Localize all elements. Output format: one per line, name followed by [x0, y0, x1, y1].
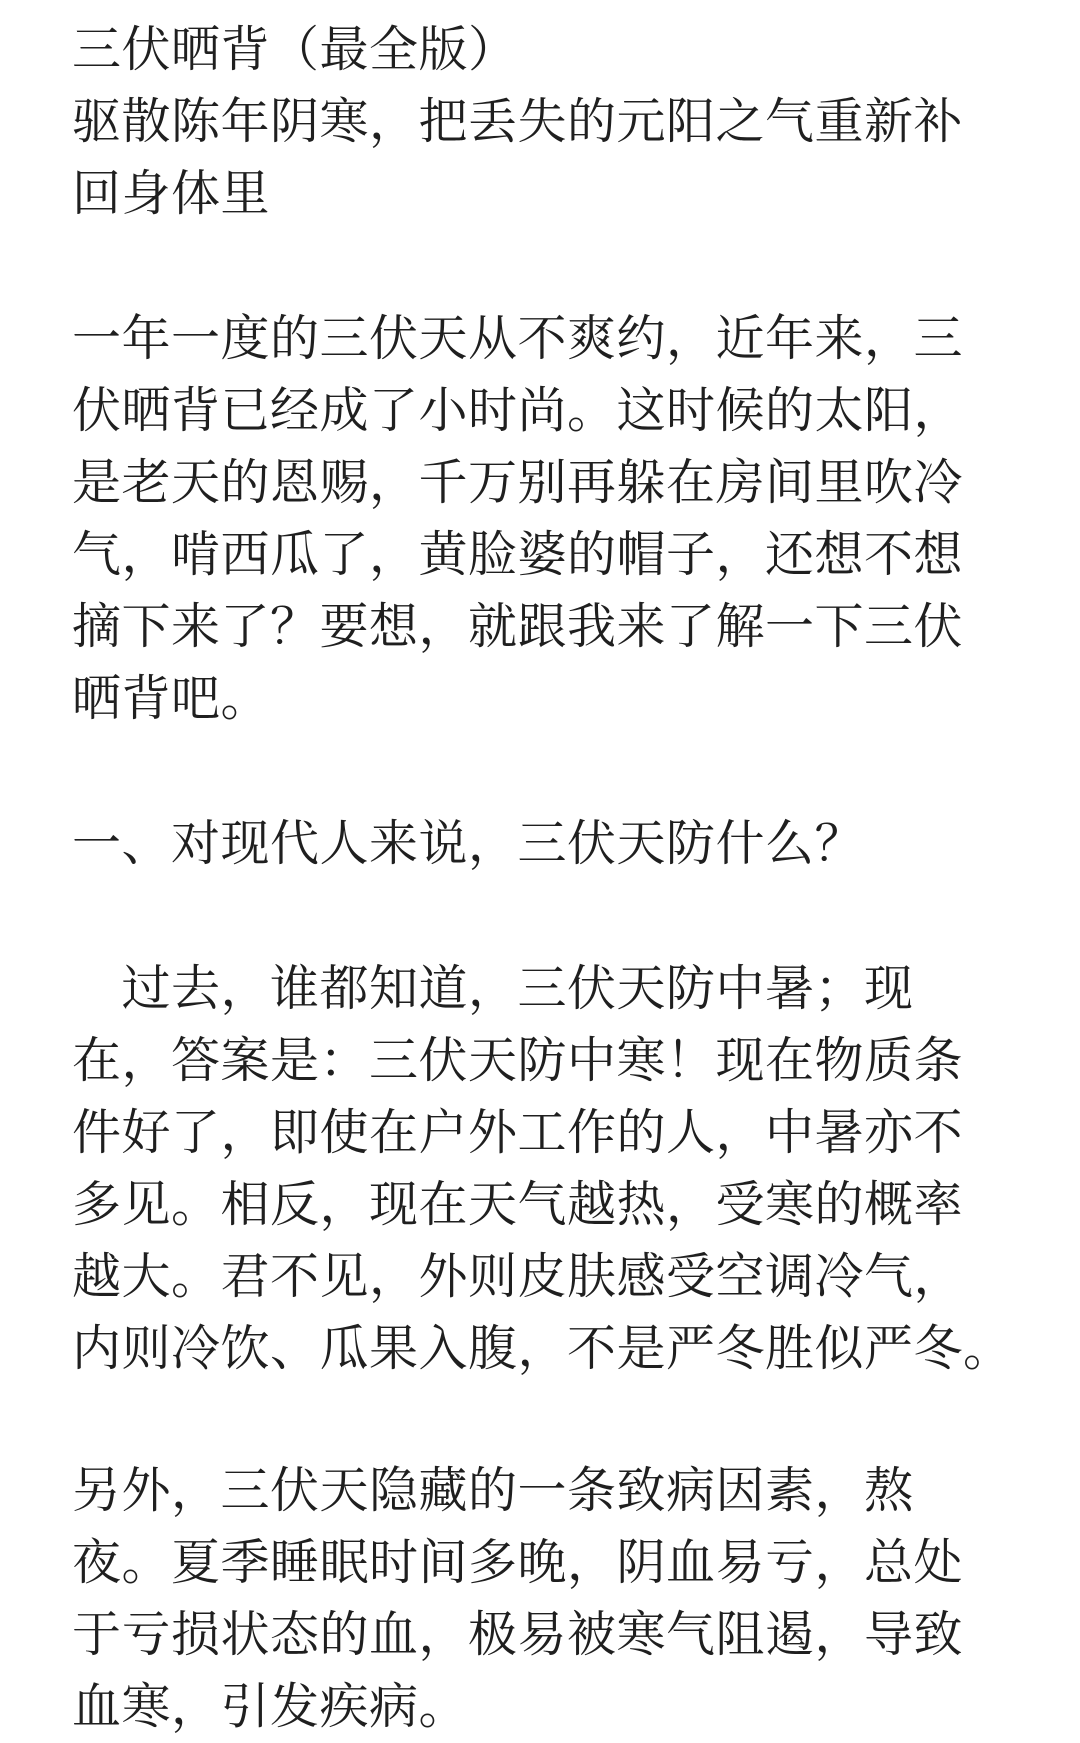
body-paragraph — [72, 953, 1013, 1385]
paragraph-line: 内则冷饮、瓜果入腹，不是严冬胜似严冬。 — [72, 1320, 1013, 1377]
paragraph-line: 是老天的恩赐，千万别再躲在房间里吹冷 — [72, 454, 964, 511]
paragraph-line: 在，答案是：三伏天防中寒！现在物质条 — [72, 1032, 964, 1089]
paragraph-line: 伏晒背已经成了小时尚。这时候的太阳， — [72, 382, 964, 439]
paragraph-line: 血寒，引发疾病。 — [72, 1678, 469, 1735]
intro-paragraph — [72, 303, 1002, 735]
paragraph-line: 越大。君不见，外则皮肤感受空调冷气， — [72, 1248, 964, 1305]
subtitle-line: 驱散陈年阴寒，把丢失的元阳之气重新补 — [72, 93, 964, 150]
subtitle-line: 回身体里 — [72, 165, 271, 222]
section-heading: 一、对现代人来说，三伏天防什么？ — [72, 815, 865, 872]
paragraph-line: 夜。夏季睡眠时间多晚，阴血易亏，总处 — [72, 1534, 964, 1591]
title-line: 三伏晒背（最全版） — [72, 21, 518, 78]
article-body — [72, 14, 1013, 1743]
paragraph-line: 摘下来了？要想，就跟我来了解一下三伏 — [72, 598, 964, 655]
paragraph-line: 多见。相反，现在天气越热，受寒的概率 — [72, 1176, 964, 1233]
paragraph-line: 另外，三伏天隐藏的一条致病因素，熬 — [72, 1462, 914, 1519]
paragraph-line: 件好了，即使在户外工作的人，中暑亦不 — [72, 1104, 964, 1161]
paragraph-line: 过去，谁都知道，三伏天防中暑；现 — [72, 960, 914, 1017]
body-paragraph — [72, 1455, 1002, 1743]
paragraph-line: 一年一度的三伏天从不爽约，近年来，三 — [72, 310, 964, 367]
article-title — [72, 14, 1002, 230]
paragraph-line: 晒背吧。 — [72, 670, 271, 727]
paragraph-line: 气，啃西瓜了，黄脸婆的帽子，还想不想 — [72, 526, 964, 583]
paragraph-line: 于亏损状态的血，极易被寒气阻遏，导致 — [72, 1606, 964, 1663]
